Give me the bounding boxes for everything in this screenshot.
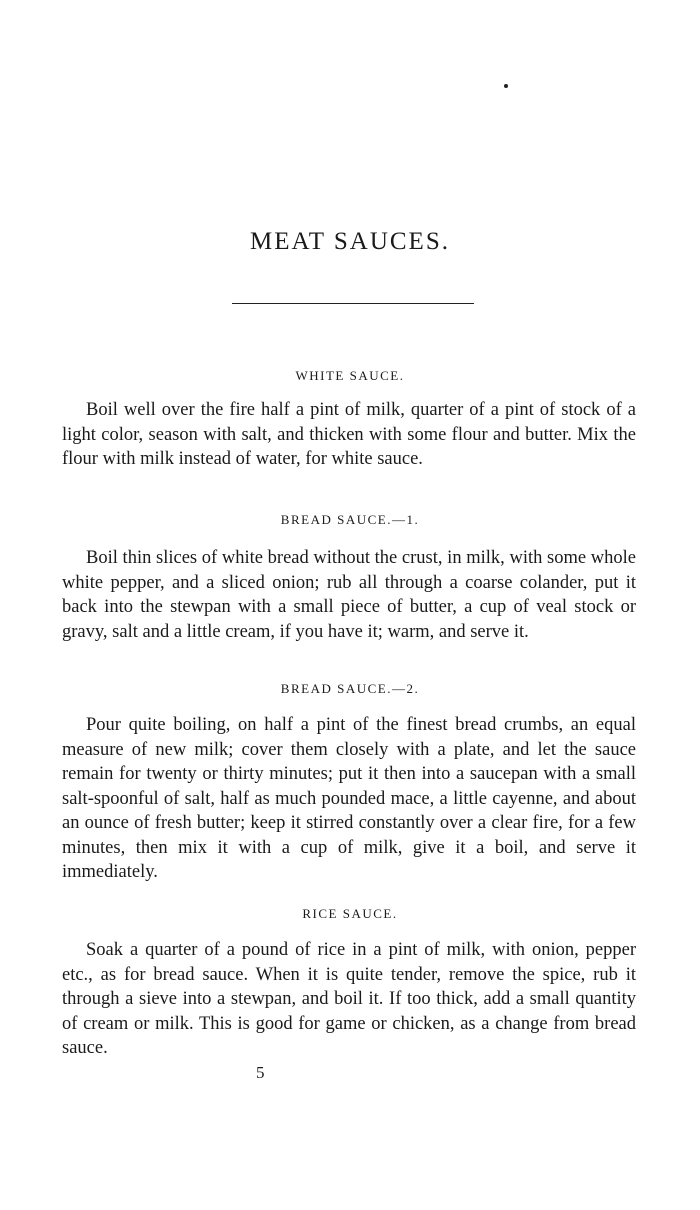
title-rule <box>232 303 474 304</box>
section-heading-rice-sauce: RICE SAUCE. <box>302 906 398 921</box>
ink-speck <box>504 84 508 88</box>
recipe-white-sauce: Boil well over the fire half a pint of milk, quarter of a pint of stock of a light color, season with salt, and thicken with some flour and butter. Mix the flour with milk instead of water, for white sauce. <box>62 400 636 469</box>
recipe-bread-sauce-1: Boil thin slices of white bread without the crust, in milk, with some whole white pepper, and a sliced onion; rub all through a coarse colander, put it back into the stewpan with a small piece of butter, a cup of veal stock or gravy, salt and a little cream, if you have it; warm, and serve it. <box>62 548 636 642</box>
recipe-bread-sauce-2: Pour quite boiling, on half a pint of the finest bread crumbs, an equal measure of new milk; cover them closely with a plate, and let the sauce remain for twenty or thirty minutes; put it then into a saucepan with a small salt-spoonful of salt, half as much pounded mace, a little cayenne, and about an ounce of fresh butter; keep it stirred constantly over a clear fire, for a few minutes, then mix it with a cup of milk, give it a boil, and serve it immediately. <box>62 715 636 882</box>
section-heading-bread-sauce-1: BREAD SAUCE.—1. <box>280 512 420 527</box>
page-number: 5 <box>256 1063 265 1082</box>
chapter-title: MEAT SAUCES. <box>250 228 450 255</box>
section-heading-white-sauce: WHITE SAUCE. <box>295 368 405 383</box>
recipe-rice-sauce: Soak a quarter of a pound of rice in a pint of milk, with onion, pepper etc., as for bread sauce. When it is quite tender, remove the spice, rub it through a sieve into a stewpan, and boil it. If too thick, add a small quantity of cream or milk. This is good for game or chicken, as a change from bread sauce. <box>62 940 636 1058</box>
section-heading-bread-sauce-2: BREAD SAUCE.—2. <box>280 681 420 696</box>
